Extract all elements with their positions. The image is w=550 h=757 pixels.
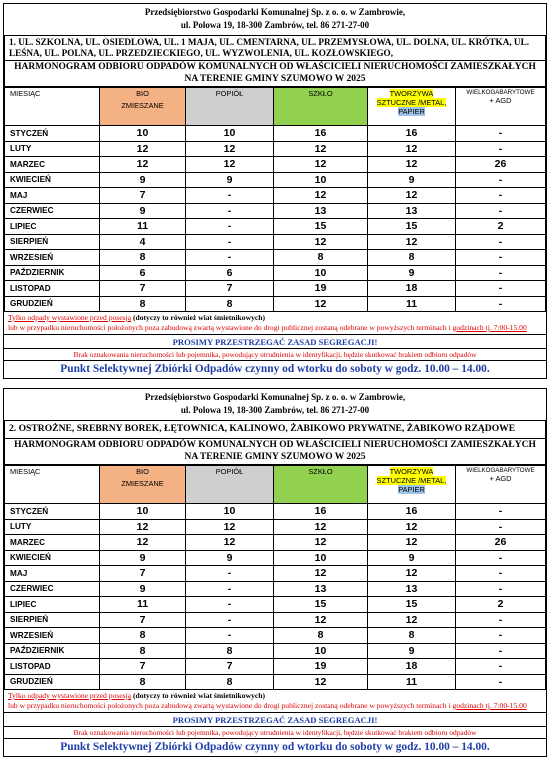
popiol-cell: -	[186, 203, 274, 219]
schedule-title: HARMONOGRAM ODBIORU ODPADÓW KOMUNALNYCH OD WŁAŚCICIELI NIERUCHOMOŚCI ZAMIESZKAŁYCH NA TERENIE GMINY SZUMOWO W 2025	[14, 62, 536, 84]
month-cell: WRZESIEŃ	[5, 250, 100, 266]
wielkogabarytowe-cell: 2	[456, 597, 546, 613]
szklo-cell: 12	[274, 157, 368, 173]
szklo-cell: 13	[274, 203, 368, 219]
table-row	[5, 188, 546, 204]
village-list: 2. OSTROŻNE, SREBRNY BOREK, ŁĘTOWNICA, KALINOWO, ŻABIKOWO PRYWATNE, ŻABIKOWO RZĄDOWE	[5, 421, 545, 439]
table-row	[5, 659, 546, 675]
wielkogabarytowe-cell: -	[456, 281, 546, 297]
notes: Tylko odpady wystawione przed posesją (dotyczy to również wiat śmietnikowych) lub w przypadku nieruchomości położonych poza zabudową zwartą wystawione do drogi publicznej zostaną odebrane w powyższych terminach i godzinach tj. 7:00-15.00	[4, 312, 546, 335]
wielkogabarytowe-cell: 2	[456, 219, 546, 235]
schedule-table	[4, 465, 546, 690]
popiol-cell: -	[186, 597, 274, 613]
street-list: 1. UL. SZKOLNA, UL. OSIEDLOWA, UL. 1 MAJA, UL. CMENTARNA, UL. PRZEMYSŁOWA, UL. DOLNA, UL. KRÓTKA, UL. LEŚNA, UL. POLNA, UL. PRZEDZIECKIEGO, UL. WYZWOLENIA, UL. KOZŁOWSKIEGO,	[5, 36, 545, 61]
popiol-cell: -	[186, 250, 274, 266]
bio-cell: 10	[100, 126, 186, 142]
tworzywa-cell: 13	[368, 203, 456, 219]
month-cell: GRUDZIEŃ	[5, 674, 100, 690]
col-tworzywa: TWORZYWA SZTUCZNE /METAL, PAPIER	[368, 466, 456, 504]
col-bio: BIO ZMIESZANE	[100, 466, 186, 504]
popiol-cell: -	[186, 234, 274, 250]
table-row	[5, 141, 546, 157]
month-cell: MARZEC	[5, 157, 100, 173]
szklo-cell: 19	[274, 659, 368, 675]
tworzywa-cell: 12	[368, 141, 456, 157]
szklo-cell: 8	[274, 628, 368, 644]
wielkogabarytowe-cell: -	[456, 643, 546, 659]
segregation-notice: PROSIMY PRZESTRZEGAĆ ZASAD SEGREGACJI!	[4, 335, 546, 349]
table-row	[5, 519, 546, 535]
wielkogabarytowe-cell: -	[456, 674, 546, 690]
table-row	[5, 265, 546, 281]
szklo-cell: 19	[274, 281, 368, 297]
popiol-cell: 8	[186, 643, 274, 659]
table-body	[5, 504, 546, 690]
bio-cell: 10	[100, 504, 186, 520]
tworzywa-cell: 11	[368, 296, 456, 312]
szklo-cell: 12	[274, 519, 368, 535]
wielkogabarytowe-cell: -	[456, 265, 546, 281]
wielkogabarytowe-cell: -	[456, 504, 546, 520]
col-tworzywa: TWORZYWA SZTUCZNE /METAL, PAPIER	[368, 88, 456, 126]
popiol-cell: 10	[186, 126, 274, 142]
bio-cell: 8	[100, 674, 186, 690]
bio-cell: 7	[100, 188, 186, 204]
tworzywa-cell: 12	[368, 157, 456, 173]
popiol-cell: 6	[186, 265, 274, 281]
szklo-cell: 15	[274, 597, 368, 613]
popiol-cell: 9	[186, 172, 274, 188]
popiol-cell: -	[186, 612, 274, 628]
tworzywa-cell: 12	[368, 188, 456, 204]
bio-cell: 8	[100, 643, 186, 659]
szklo-cell: 12	[274, 141, 368, 157]
pszok-hours: Punkt Selektywnej Zbiórki Odpadów czynny od wtorku do soboty w godz. 10.00 – 14.00.	[60, 363, 490, 375]
szklo-cell: 12	[274, 234, 368, 250]
wielkogabarytowe-cell: -	[456, 188, 546, 204]
table-body	[5, 126, 546, 312]
bio-cell: 7	[100, 659, 186, 675]
bio-cell: 12	[100, 519, 186, 535]
szklo-cell: 12	[274, 535, 368, 551]
szklo-cell: 13	[274, 581, 368, 597]
wielkogabarytowe-cell: -	[456, 659, 546, 675]
bio-cell: 12	[100, 535, 186, 551]
popiol-cell: 7	[186, 281, 274, 297]
schedule-header	[4, 35, 546, 87]
szklo-cell: 10	[274, 643, 368, 659]
popiol-cell: 10	[186, 504, 274, 520]
wielkogabarytowe-cell: -	[456, 566, 546, 582]
table-row	[5, 281, 546, 297]
table-row	[5, 126, 546, 142]
bio-cell: 7	[100, 566, 186, 582]
month-cell: STYCZEŃ	[5, 504, 100, 520]
month-cell: SIERPIEŃ	[5, 234, 100, 250]
month-cell: CZERWIEC	[5, 203, 100, 219]
table-row	[5, 674, 546, 690]
month-cell: MAJ	[5, 188, 100, 204]
wielkogabarytowe-cell: -	[456, 519, 546, 535]
schedule-1	[3, 3, 547, 379]
popiol-cell: -	[186, 566, 274, 582]
popiol-cell: 12	[186, 141, 274, 157]
tworzywa-cell: 15	[368, 597, 456, 613]
bio-cell: 12	[100, 157, 186, 173]
col-szklo: SZKŁO	[274, 88, 368, 126]
wielkogabarytowe-cell: -	[456, 141, 546, 157]
month-cell: LUTY	[5, 141, 100, 157]
schedule-2	[3, 388, 547, 757]
table-row	[5, 234, 546, 250]
col-wielkogabarytowe: WIELKOGABARYTOWE + AGD	[456, 466, 546, 504]
popiol-cell: -	[186, 188, 274, 204]
month-cell: WRZESIEŃ	[5, 628, 100, 644]
schedule-table	[4, 87, 546, 312]
company-address: ul. Polowa 19, 18-300 Zambrów, tel. 86 271-27-00	[180, 20, 370, 30]
wielkogabarytowe-cell: 26	[456, 157, 546, 173]
popiol-cell: 7	[186, 659, 274, 675]
bio-cell: 9	[100, 172, 186, 188]
tworzywa-cell: 8	[368, 250, 456, 266]
wielkogabarytowe-cell: -	[456, 126, 546, 142]
tworzywa-cell: 9	[368, 550, 456, 566]
szklo-cell: 12	[274, 566, 368, 582]
notes: Tylko odpady wystawione przed posesją (dotyczy to również wiat śmietnikowych) lub w przypadku nieruchomości położonych poza zabudową zwartą wystawione do drogi publicznej zostaną odebrane w powyższych terminach i godzinach tj. 7:00-15.00	[4, 690, 546, 713]
szklo-cell: 15	[274, 219, 368, 235]
month-cell: MAJ	[5, 566, 100, 582]
szklo-cell: 10	[274, 172, 368, 188]
bio-cell: 11	[100, 597, 186, 613]
table-row	[5, 581, 546, 597]
company-name: Przedsiębiorstwo Gospodarki Komunalnej Sp. z o. o. w Zambrowie,	[144, 392, 406, 402]
col-month: MIESIĄC	[5, 88, 100, 126]
popiol-cell: 8	[186, 674, 274, 690]
month-cell: STYCZEŃ	[5, 126, 100, 142]
tworzywa-cell: 16	[368, 126, 456, 142]
col-bio: BIO ZMIESZANE	[100, 88, 186, 126]
wielkogabarytowe-cell: -	[456, 172, 546, 188]
table-row	[5, 550, 546, 566]
schedule-header	[4, 420, 546, 465]
szklo-cell: 10	[274, 550, 368, 566]
month-cell: PAŹDZIERNIK	[5, 265, 100, 281]
table-row	[5, 157, 546, 173]
col-month: MIESIĄC	[5, 466, 100, 504]
tworzywa-cell: 12	[368, 519, 456, 535]
bio-cell: 4	[100, 234, 186, 250]
tworzywa-cell: 8	[368, 628, 456, 644]
wielkogabarytowe-cell: -	[456, 250, 546, 266]
szklo-cell: 12	[274, 612, 368, 628]
bio-cell: 11	[100, 219, 186, 235]
szklo-cell: 8	[274, 250, 368, 266]
bio-cell: 8	[100, 250, 186, 266]
col-popiol: POPIÓŁ	[186, 466, 274, 504]
wielkogabarytowe-cell: 26	[456, 535, 546, 551]
labeling-warning: Brak oznakowania nieruchomości lub pojemnika, powodujący utrudnienia w identyfikacji, będzie skutkować brakiem odbioru odpadów	[4, 727, 546, 739]
bio-cell: 12	[100, 141, 186, 157]
month-cell: GRUDZIEŃ	[5, 296, 100, 312]
month-cell: LIPIEC	[5, 219, 100, 235]
bio-cell: 9	[100, 581, 186, 597]
bio-cell: 8	[100, 628, 186, 644]
table-row	[5, 535, 546, 551]
popiol-cell: 8	[186, 296, 274, 312]
month-cell: SIERPIEŃ	[5, 612, 100, 628]
month-cell: LUTY	[5, 519, 100, 535]
tworzywa-cell: 18	[368, 659, 456, 675]
col-wielkogabarytowe: WIELKOGABARYTOWE + AGD	[456, 88, 546, 126]
col-szklo: SZKŁO	[274, 466, 368, 504]
table-row	[5, 219, 546, 235]
tworzywa-cell: 9	[368, 265, 456, 281]
wielkogabarytowe-cell: -	[456, 296, 546, 312]
tworzywa-cell: 12	[368, 612, 456, 628]
table-row	[5, 203, 546, 219]
wielkogabarytowe-cell: -	[456, 550, 546, 566]
company-header	[4, 389, 546, 420]
company-name: Przedsiębiorstwo Gospodarki Komunalnej Sp. z o. o. w Zambrowie,	[144, 7, 406, 17]
bio-cell: 8	[100, 296, 186, 312]
tworzywa-cell: 9	[368, 172, 456, 188]
table-row	[5, 296, 546, 312]
szklo-cell: 12	[274, 674, 368, 690]
table-row	[5, 250, 546, 266]
szklo-cell: 12	[274, 296, 368, 312]
popiol-cell: 12	[186, 535, 274, 551]
tworzywa-cell: 18	[368, 281, 456, 297]
szklo-cell: 16	[274, 504, 368, 520]
table-row	[5, 504, 546, 520]
tworzywa-cell: 16	[368, 504, 456, 520]
wielkogabarytowe-cell: -	[456, 203, 546, 219]
table-row	[5, 172, 546, 188]
month-cell: MARZEC	[5, 535, 100, 551]
month-cell: LIPIEC	[5, 597, 100, 613]
bio-cell: 7	[100, 281, 186, 297]
tworzywa-cell: 11	[368, 674, 456, 690]
table-header-row	[5, 466, 546, 504]
popiol-cell: 12	[186, 157, 274, 173]
col-popiol: POPIÓŁ	[186, 88, 274, 126]
schedule-title: HARMONOGRAM ODBIORU ODPADÓW KOMUNALNYCH OD WŁAŚCICIELI NIERUCHOMOŚCI ZAMIESZKAŁYCH NA TERENIE GMINY SZUMOWO W 2025	[14, 440, 536, 462]
popiol-cell: 9	[186, 550, 274, 566]
table-header-row	[5, 88, 546, 126]
bio-cell: 9	[100, 203, 186, 219]
wielkogabarytowe-cell: -	[456, 234, 546, 250]
month-cell: LISTOPAD	[5, 281, 100, 297]
segregation-notice: PROSIMY PRZESTRZEGAĆ ZASAD SEGREGACJI!	[4, 713, 546, 727]
table-row	[5, 597, 546, 613]
labeling-warning: Brak oznakowania nieruchomości lub pojemnika, powodujący utrudnienia w identyfikacji, będzie skutkować brakiem odbioru odpadów	[4, 349, 546, 361]
tworzywa-cell: 15	[368, 219, 456, 235]
popiol-cell: 12	[186, 519, 274, 535]
company-address: ul. Polowa 19, 18-300 Zambrów, tel. 86 271-27-00	[180, 405, 370, 415]
table-row	[5, 628, 546, 644]
wielkogabarytowe-cell: -	[456, 612, 546, 628]
popiol-cell: -	[186, 628, 274, 644]
bio-cell: 9	[100, 550, 186, 566]
bio-cell: 7	[100, 612, 186, 628]
month-cell: KWIECIEŃ	[5, 172, 100, 188]
tworzywa-cell: 12	[368, 566, 456, 582]
month-cell: PAŹDZIERNIK	[5, 643, 100, 659]
popiol-cell: -	[186, 581, 274, 597]
bio-cell: 6	[100, 265, 186, 281]
wielkogabarytowe-cell: -	[456, 581, 546, 597]
table-row	[5, 643, 546, 659]
month-cell: KWIECIEŃ	[5, 550, 100, 566]
table-row	[5, 612, 546, 628]
tworzywa-cell: 9	[368, 643, 456, 659]
szklo-cell: 12	[274, 188, 368, 204]
szklo-cell: 10	[274, 265, 368, 281]
tworzywa-cell: 13	[368, 581, 456, 597]
tworzywa-cell: 12	[368, 234, 456, 250]
month-cell: LISTOPAD	[5, 659, 100, 675]
wielkogabarytowe-cell: -	[456, 628, 546, 644]
tworzywa-cell: 12	[368, 535, 456, 551]
month-cell: CZERWIEC	[5, 581, 100, 597]
szklo-cell: 16	[274, 126, 368, 142]
popiol-cell: -	[186, 219, 274, 235]
company-header	[4, 4, 546, 35]
pszok-hours: Punkt Selektywnej Zbiórki Odpadów czynny od wtorku do soboty w godz. 10.00 – 14.00.	[60, 741, 490, 753]
table-row	[5, 566, 546, 582]
